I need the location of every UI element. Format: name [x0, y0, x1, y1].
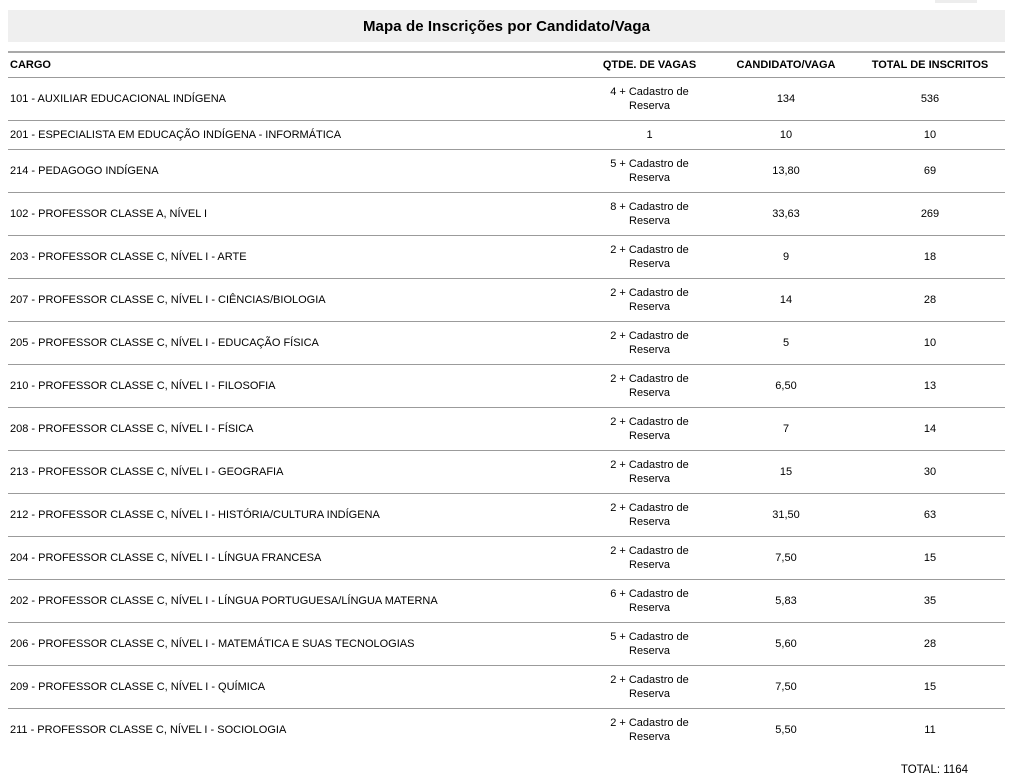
column-header-total-inscritos: TOTAL DE INSCRITOS — [855, 52, 1005, 78]
cell-total-inscritos: 28 — [855, 623, 1005, 666]
cell-qtde-vagas-text: 6 + Cadastro de Reserva — [610, 588, 689, 614]
cell-total-inscritos: 15 — [855, 537, 1005, 580]
cell-cargo: 206 - PROFESSOR CLASSE C, NÍVEL I - MATEMÁTICA E SUAS TECNOLOGIAS — [8, 623, 582, 666]
table-row — [8, 580, 1005, 623]
cell-candidato-vaga: 7,50 — [717, 537, 855, 580]
cell-qtde-vagas — [582, 623, 717, 666]
cell-total-inscritos: 63 — [855, 494, 1005, 537]
cell-total-inscritos: 14 — [855, 408, 1005, 451]
table-row — [8, 709, 1005, 752]
table-header — [8, 52, 1005, 78]
cell-total-inscritos: 10 — [855, 121, 1005, 150]
column-header-candidato-vaga: CANDIDATO/VAGA — [717, 52, 855, 78]
cell-qtde-vagas — [582, 78, 717, 121]
page-title: Mapa de Inscrições por Candidato/Vaga — [362, 17, 651, 35]
cell-candidato-vaga: 134 — [717, 78, 855, 121]
table-row — [8, 193, 1005, 236]
cell-qtde-vagas — [582, 709, 717, 752]
table-header-row — [8, 52, 1005, 78]
cell-total-inscritos: 13 — [855, 365, 1005, 408]
cell-total-inscritos: 28 — [855, 279, 1005, 322]
cell-candidato-vaga: 7,50 — [717, 666, 855, 709]
cell-qtde-vagas — [582, 666, 717, 709]
cell-cargo: 213 - PROFESSOR CLASSE C, NÍVEL I - GEOGRAFIA — [8, 451, 582, 494]
cell-qtde-vagas-text: 5 + Cadastro de Reserva — [610, 158, 689, 184]
cell-qtde-vagas — [582, 537, 717, 580]
report-content — [8, 10, 1005, 776]
cell-qtde-vagas-text: 2 + Cadastro de Reserva — [610, 416, 689, 442]
cell-candidato-vaga: 9 — [717, 236, 855, 279]
cell-qtde-vagas-text: 2 + Cadastro de Reserva — [610, 244, 689, 270]
cell-candidato-vaga: 5 — [717, 322, 855, 365]
cell-qtde-vagas — [582, 408, 717, 451]
cell-total-inscritos: 30 — [855, 451, 1005, 494]
cell-qtde-vagas — [582, 365, 717, 408]
cell-cargo: 209 - PROFESSOR CLASSE C, NÍVEL I - QUÍMICA — [8, 666, 582, 709]
cell-qtde-vagas — [582, 150, 717, 193]
cell-qtde-vagas — [582, 193, 717, 236]
cell-candidato-vaga: 31,50 — [717, 494, 855, 537]
cell-candidato-vaga: 6,50 — [717, 365, 855, 408]
cell-cargo: 211 - PROFESSOR CLASSE C, NÍVEL I - SOCIOLOGIA — [10, 723, 287, 736]
table-row — [8, 451, 1005, 494]
cell-total-inscritos: 69 — [855, 150, 1005, 193]
cell-qtde-vagas — [582, 236, 717, 279]
cell-total-inscritos: 35 — [855, 580, 1005, 623]
report-title-bar — [8, 10, 1005, 42]
cell-cargo: 101 - AUXILIAR EDUCACIONAL INDÍGENA — [8, 78, 582, 121]
cell-qtde-vagas-text: 2 + Cadastro de Reserva — [610, 287, 689, 313]
cell-qtde-vagas-text: 1 — [646, 129, 653, 141]
cell-qtde-vagas — [582, 580, 717, 623]
table-row — [8, 623, 1005, 666]
cell-cargo: 204 - PROFESSOR CLASSE C, NÍVEL I - LÍNGUA FRANCESA — [8, 537, 582, 580]
table-body — [8, 78, 1005, 752]
table-row — [8, 150, 1005, 193]
table-row — [8, 322, 1005, 365]
cell-candidato-vaga: 10 — [717, 121, 855, 150]
cell-cargo: 207 - PROFESSOR CLASSE C, NÍVEL I - CIÊNCIAS/BIOLOGIA — [8, 279, 582, 322]
cell-candidato-vaga: 5,60 — [717, 623, 855, 666]
cell-candidato-vaga: 5,50 — [775, 723, 797, 736]
cell-cargo: 212 - PROFESSOR CLASSE C, NÍVEL I - HISTÓRIA/CULTURA INDÍGENA — [8, 494, 582, 537]
cell-qtde-vagas-text: 2 + Cadastro de Reserva — [610, 502, 689, 528]
cell-total-inscritos: 11 — [924, 723, 936, 736]
cell-total-inscritos: 18 — [855, 236, 1005, 279]
cell-cargo: 202 - PROFESSOR CLASSE C, NÍVEL I - LÍNGUA PORTUGUESA/LÍNGUA MATERNA — [8, 580, 582, 623]
cell-cargo: 102 - PROFESSOR CLASSE A, NÍVEL I — [8, 193, 582, 236]
cell-qtde-vagas — [582, 494, 717, 537]
table-row — [8, 121, 1005, 150]
table-row — [8, 494, 1005, 537]
page-edge-fragment — [935, 0, 977, 3]
cell-cargo: 208 - PROFESSOR CLASSE C, NÍVEL I - FÍSICA — [8, 408, 582, 451]
cell-candidato-vaga: 14 — [717, 279, 855, 322]
cell-qtde-vagas-text: 4 + Cadastro de Reserva — [610, 86, 689, 112]
table-row — [8, 236, 1005, 279]
cell-cargo: 205 - PROFESSOR CLASSE C, NÍVEL I - EDUCAÇÃO FÍSICA — [8, 322, 582, 365]
cell-candidato-vaga: 15 — [717, 451, 855, 494]
table-row — [8, 279, 1005, 322]
table-row — [8, 666, 1005, 709]
table-row — [8, 537, 1005, 580]
cell-total-inscritos: 10 — [855, 322, 1005, 365]
cell-candidato-vaga: 13,80 — [717, 150, 855, 193]
cell-qtde-vagas-text: 2 + Cadastro de Reserva — [610, 330, 689, 356]
cell-candidato-vaga: 33,63 — [717, 193, 855, 236]
cell-qtde-vagas — [582, 121, 717, 150]
cell-cargo: 210 - PROFESSOR CLASSE C, NÍVEL I - FILOSOFIA — [8, 365, 582, 408]
cell-qtde-vagas-text: 2 + Cadastro de Reserva — [610, 545, 689, 571]
cell-qtde-vagas-text: 5 + Cadastro de Reserva — [610, 631, 689, 657]
inscriptions-table — [8, 51, 1005, 751]
cell-total-inscritos: 536 — [855, 78, 1005, 121]
cell-qtde-vagas-text: 2 + Cadastro de Reserva — [610, 717, 689, 743]
cell-cargo: 203 - PROFESSOR CLASSE C, NÍVEL I - ARTE — [8, 236, 582, 279]
column-header-cargo: CARGO — [8, 52, 582, 78]
cell-qtde-vagas-text: 8 + Cadastro de Reserva — [610, 201, 689, 227]
cell-candidato-vaga: 5,83 — [717, 580, 855, 623]
table-row — [8, 365, 1005, 408]
cell-qtde-vagas-text: 2 + Cadastro de Reserva — [610, 674, 689, 700]
table-row — [8, 78, 1005, 121]
table-row — [8, 408, 1005, 451]
cell-total-inscritos: 15 — [855, 666, 1005, 709]
cell-qtde-vagas — [582, 322, 717, 365]
total-inscritos: TOTAL: 1164 — [900, 764, 968, 776]
cell-qtde-vagas-text: 2 + Cadastro de Reserva — [610, 459, 689, 485]
cell-qtde-vagas — [582, 451, 717, 494]
cell-candidato-vaga: 7 — [717, 408, 855, 451]
cell-qtde-vagas — [582, 279, 717, 322]
cell-cargo: 201 - ESPECIALISTA EM EDUCAÇÃO INDÍGENA - INFORMÁTICA — [8, 121, 582, 150]
column-header-qtde-vagas: QTDE. DE VAGAS — [582, 52, 717, 78]
cell-qtde-vagas-text: 2 + Cadastro de Reserva — [610, 373, 689, 399]
cell-cargo: 214 - PEDAGOGO INDÍGENA — [8, 150, 582, 193]
cell-total-inscritos: 269 — [855, 193, 1005, 236]
